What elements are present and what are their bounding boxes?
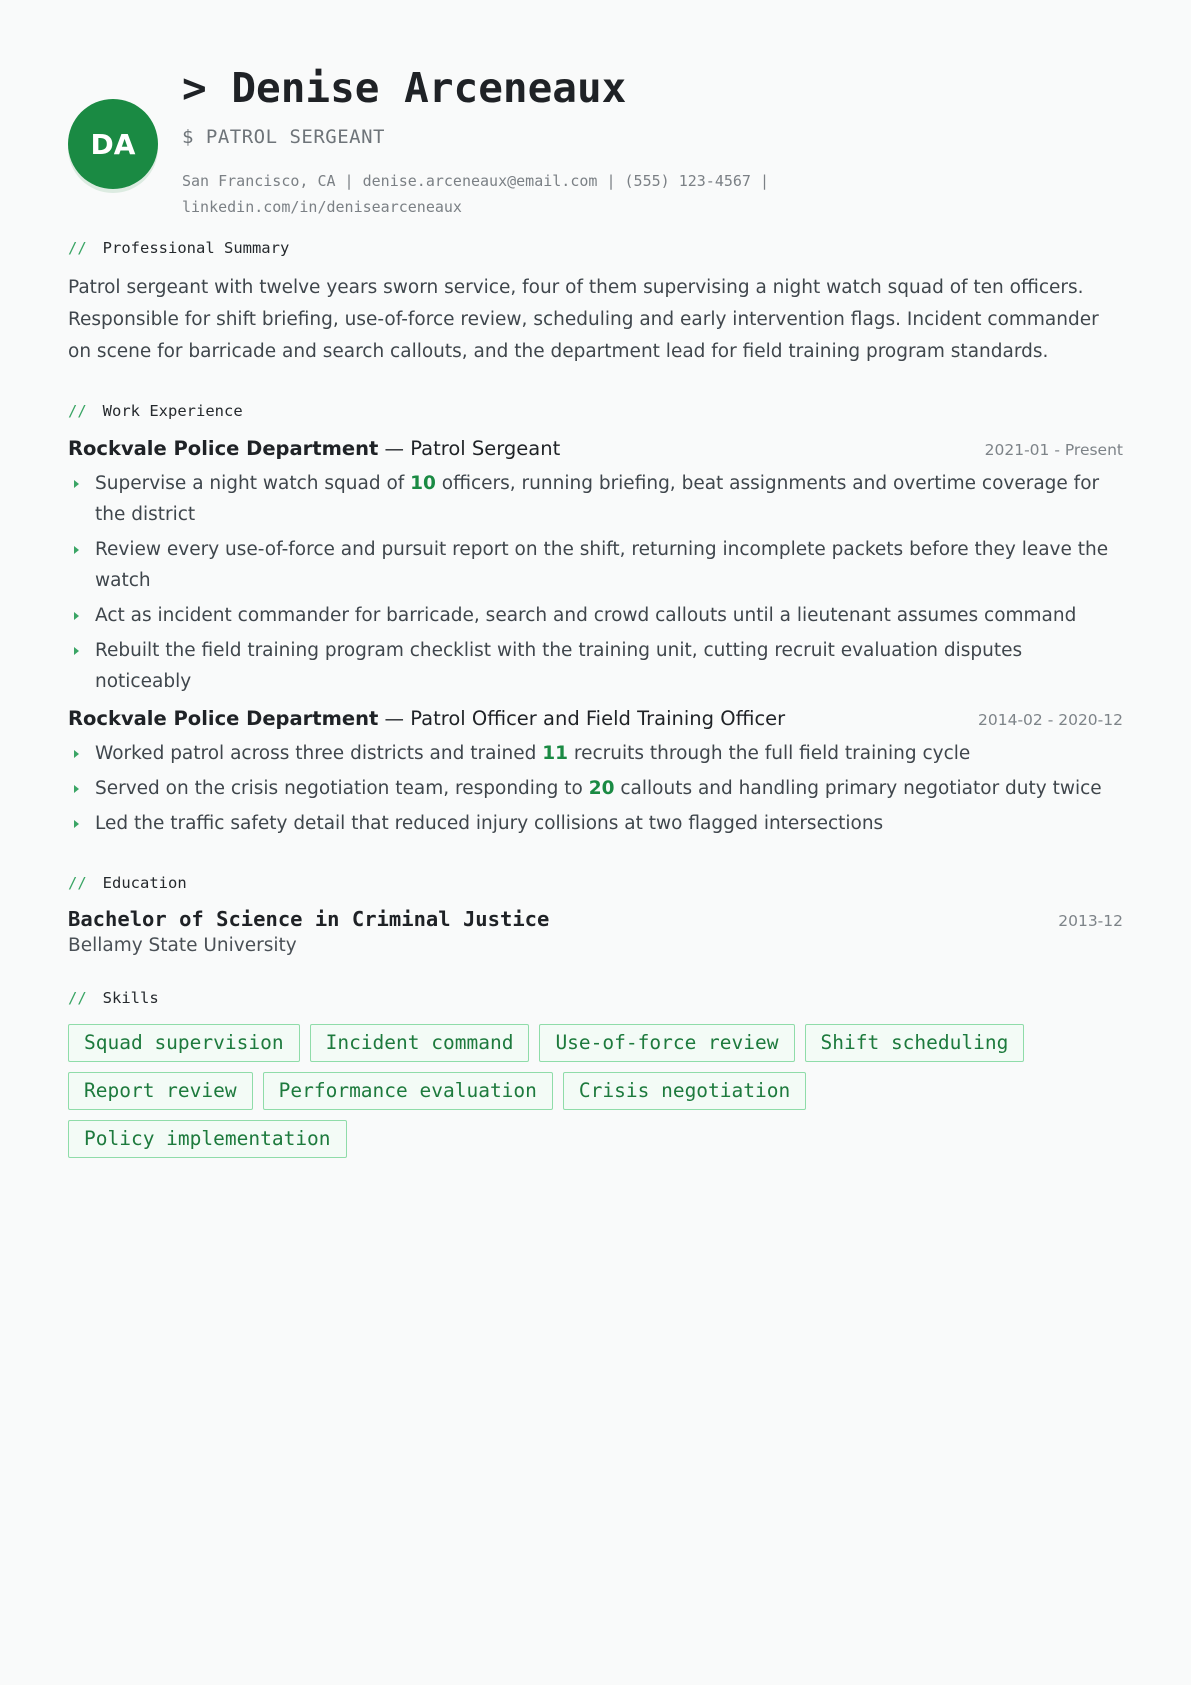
bullet-text: Worked patrol across three districts and trained — [95, 743, 543, 764]
section-title-experience — [68, 401, 1123, 421]
section-marker: // — [68, 239, 87, 257]
job-bullet — [68, 738, 1123, 769]
education-section — [68, 873, 1123, 956]
summary-section — [68, 238, 1123, 368]
job-bullets — [68, 468, 1123, 697]
position-title: — Patrol Sergeant — [378, 437, 561, 460]
skills-list — [68, 1024, 1068, 1168]
job-bullet — [68, 534, 1123, 596]
job-title — [68, 707, 785, 730]
skill-chip: Incident command — [310, 1024, 530, 1062]
job-bullets — [68, 738, 1123, 839]
degree-name: Bachelor of Science in Criminal Justice — [68, 907, 550, 931]
section-label: Work Experience — [102, 402, 243, 420]
summary-text: Patrol sergeant with twelve years sworn service, four of them supervising a night watch squad of ten officers. Responsible for shift briefing, use-of-force review, scheduling and early intervention flags. Incident commander on scene for barricade and search callouts, and the department lead for field training program standards. — [68, 277, 1099, 362]
bullet-text: callouts and handling primary negotiator duty twice — [614, 778, 1102, 799]
skill-chip: Use-of-force review — [539, 1024, 794, 1062]
bullet-text: recruits through the full field training cycle — [568, 743, 971, 764]
bullet-text: Served on the crisis negotiation team, responding to — [95, 778, 589, 799]
bullet-triangle-icon — [74, 820, 79, 828]
bullet-triangle-icon — [74, 750, 79, 758]
bullet-triangle-icon — [74, 612, 79, 620]
job-role: $ PATROL SERGEANT — [182, 126, 385, 148]
bullet-text: Rebuilt the field training program checklist with the training unit, cutting recruit evaluation disputes noticeably — [95, 640, 1023, 692]
resume-page — [68, 0, 1123, 1168]
job-bullet — [68, 468, 1123, 530]
section-marker: // — [68, 402, 87, 420]
section-label: Education — [102, 874, 187, 892]
job-bullet — [68, 635, 1123, 697]
section-title-summary — [68, 238, 1123, 258]
job-title — [68, 437, 560, 460]
skill-chip: Crisis negotiation — [563, 1072, 806, 1110]
highlight-number: 10 — [410, 473, 436, 494]
job-header — [68, 707, 1123, 730]
education-date: 2013-12 — [1058, 912, 1123, 930]
section-title-skills — [68, 988, 1123, 1008]
bullet-text: Act as incident commander for barricade, search and crowd callouts until a lieutenant assumes command — [95, 605, 1077, 626]
experience-section — [68, 401, 1123, 839]
job-header — [68, 437, 1123, 460]
employer-name: Rockvale Police Department — [68, 707, 379, 730]
skills-section — [68, 988, 1123, 1168]
position-title: — Patrol Officer and Field Training Officer — [378, 707, 786, 730]
skill-chip: Squad supervision — [68, 1024, 300, 1062]
highlight-number: 20 — [588, 778, 615, 799]
bullet-text: officers, running briefing, beat assignments and overtime coverage for the district — [95, 473, 1100, 525]
job-bullet — [68, 808, 1123, 839]
skill-chip: Performance evaluation — [263, 1072, 553, 1110]
bullet-text: Review every use-of-force and pursuit report on the shift, returning incomplete packets before they leave the watch — [95, 539, 1109, 591]
school-name: Bellamy State University — [68, 935, 297, 956]
section-label: Skills — [102, 989, 159, 1007]
job-entry — [68, 707, 1123, 839]
section-title-education — [68, 873, 1123, 893]
contact-info: San Francisco, CA | denise.arceneaux@email.com | (555) 123-4567 | linkedin.com/in/denisearceneaux — [182, 172, 769, 216]
resume-header — [68, 0, 1123, 238]
bullet-triangle-icon — [74, 480, 79, 488]
bullet-triangle-icon — [74, 647, 79, 655]
avatar: DA — [68, 99, 158, 189]
skill-chip: Shift scheduling — [805, 1024, 1025, 1062]
section-marker: // — [68, 874, 87, 892]
employer-name: Rockvale Police Department — [68, 437, 379, 460]
education-entry — [68, 907, 1123, 956]
highlight-number: 11 — [542, 743, 569, 764]
skill-chip: Report review — [68, 1072, 253, 1110]
job-bullet — [68, 600, 1123, 631]
section-marker: // — [68, 989, 87, 1007]
bullet-text: Led the traffic safety detail that reduced injury collisions at two flagged intersections — [95, 813, 884, 834]
candidate-name: > Denise Arceneaux — [182, 64, 627, 112]
bullet-triangle-icon — [74, 785, 79, 793]
job-dates: 2014-02 - 2020-12 — [978, 711, 1123, 729]
education-header — [68, 907, 1123, 931]
bullet-triangle-icon — [74, 546, 79, 554]
job-entry — [68, 437, 1123, 697]
job-dates: 2021-01 - Present — [984, 441, 1123, 459]
job-bullet — [68, 773, 1123, 804]
skill-chip: Policy implementation — [68, 1120, 347, 1158]
bullet-text: Supervise a night watch squad of — [95, 473, 411, 494]
section-label: Professional Summary — [102, 239, 290, 257]
